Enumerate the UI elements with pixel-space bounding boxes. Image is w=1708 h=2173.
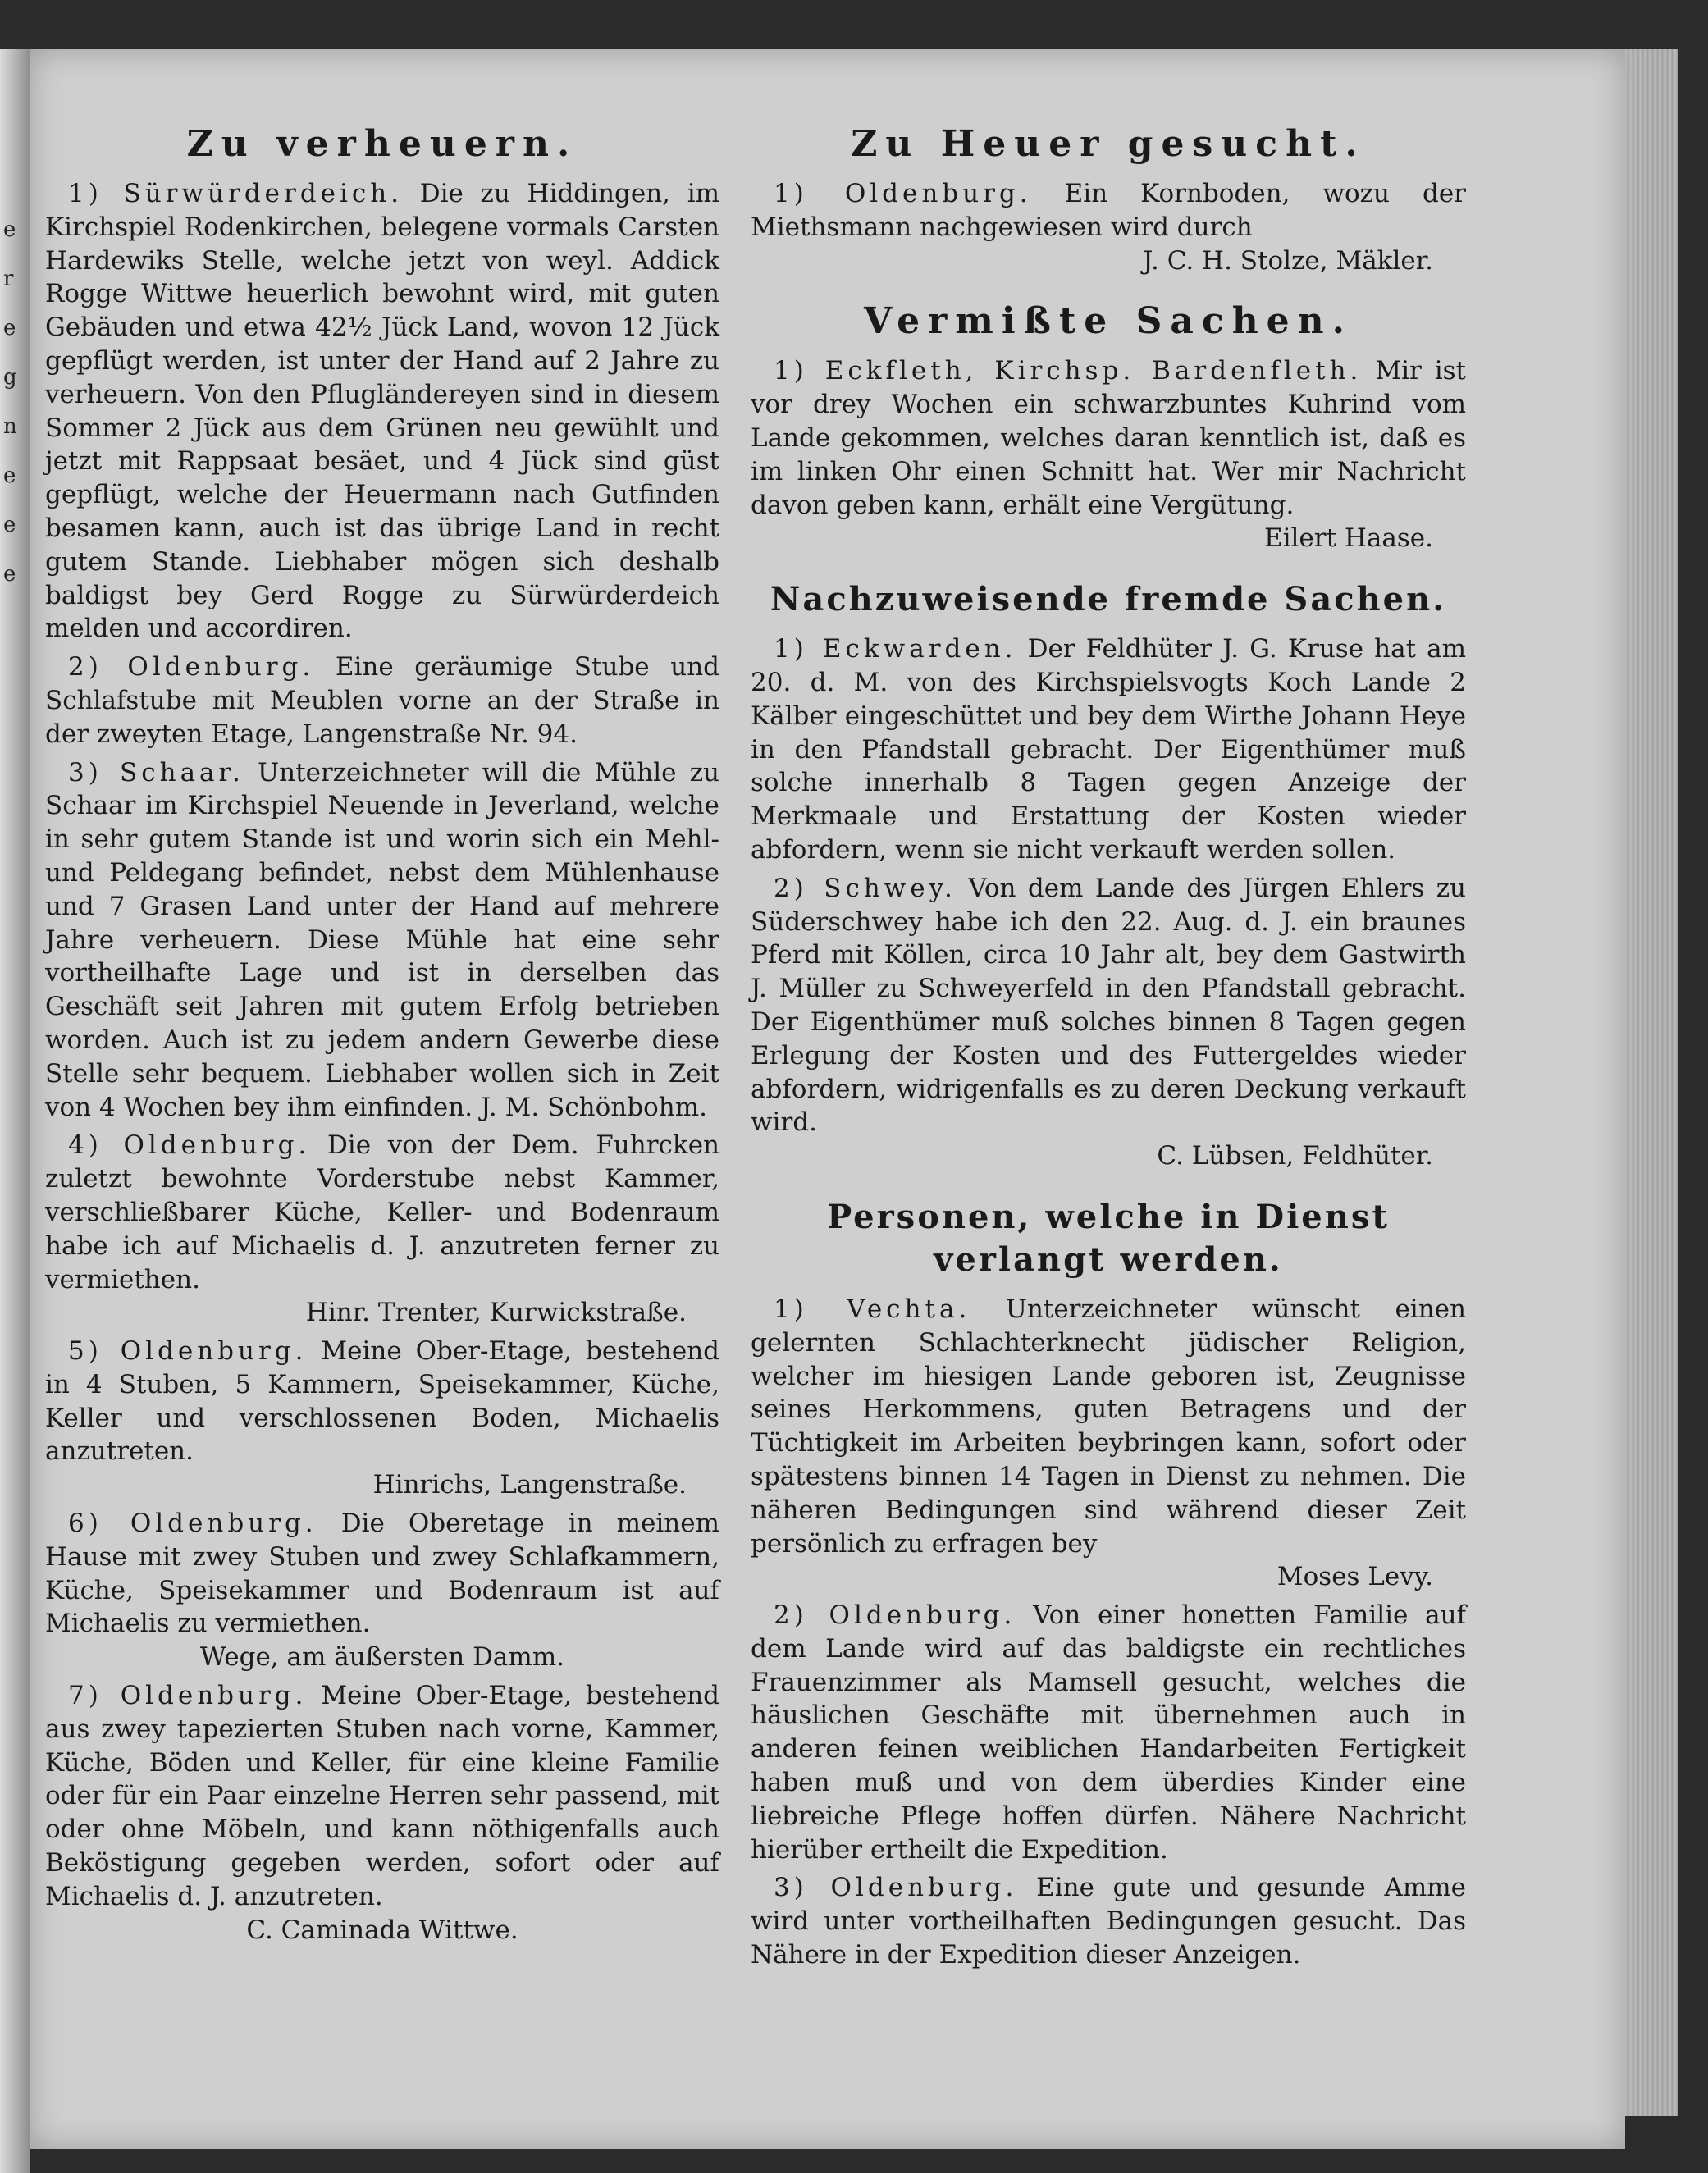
ad-entry [45, 651, 719, 751]
ad-entry [45, 756, 719, 1125]
entry-signature: Wege, am äußersten Damm. [199, 1642, 565, 1673]
entry-text: Meine Ober-Etage, bestehend in 4 Stuben, 5 Kammern, Speisekammer, Küche, Keller und verschlossenen Boden, Michaelis anzutreten. [45, 1336, 720, 1467]
ad-entry [45, 1129, 719, 1330]
entry-label: 4) Oldenburg. [68, 1130, 311, 1161]
ad-entry [751, 1293, 1466, 1594]
section-heading-vermisste-sachen: Vermißte Sachen. [864, 300, 1353, 343]
gutter-letter: e [3, 316, 16, 340]
gutter-letter: e [3, 562, 16, 587]
entry-label: 1) Sürwürderdeich. [68, 179, 404, 208]
entry-label: 6) Oldenburg. [68, 1509, 317, 1539]
entry-label: 1) Eckwarden. [774, 634, 1017, 664]
entry-text: Die zu Hiddingen, im Kirchspiel Rodenkirchen, belegene vormals Carsten Hardewiks Stelle, welche jetzt von weyl. Addick Rogge Wittwe heuerlich bewohnt wird, mit guten Gebäuden und etwa 42½ Jück Land, wovon 12 Jück gepflügt werden, ist unter der Hand auf 2 Jahre zu verheuern. Von den Pflugländereyen sind in diesem Sommer 2 Jück aus dem Grünen neu gewühlt und jetzt mit Rappsaat besäet, und 4 Jück sind güst gepflügt, welche der Heuermann nach Gutfinden besamen kann, auch ist das übrige Land in recht gutem Stande. Liebhaber mögen sich deshalb baldigst bey Gerd Rogge zu Sürwürderdeich melden und accordiren. [45, 179, 720, 644]
ad-entry [45, 1335, 719, 1502]
right-column [751, 123, 1466, 1977]
entry-label: 2) Oldenburg. [774, 1600, 1016, 1631]
ad-entry [45, 177, 719, 646]
gutter-letter: e [3, 463, 16, 488]
entry-text: Unterzeichneter will die Mühle zu Schaar im Kirchspiel Neuende in Jeverland, welche in sehr gutem Stande ist und worin sich ein Mehl- und Peldegang befindet, nebst dem Mühlenhause und 7 Grasen Land unter der Hand auf mehrere Jahre verheuern. Diese Mühle hat eine sehr vortheilhafte Lage und ist in derselben das Geschäft seit Jahren mit gutem Erfolg betrieben worden. Auch ist zu jedem andern Gewerbe diese Stelle sehr bequem. Liebhaber wollen sich in Zeit von 4 Wochen bey ihm einfinden. J. M. Schönbohm. [45, 757, 719, 1122]
entry-signature: Hinr. Trenter, Kurwickstraße. [305, 1298, 687, 1328]
entry-text: Meine Ober-Etage, bestehend aus zwey tapezierten Stuben nach vorne, Kammer, Küche, Böden und Keller, für eine kleine Familie oder für ein Paar einzelne Herren sehr passend, mit oder ohne Möbeln, und kann nöthigenfalls auch Beköstigung gegeben werden, sofort oder auf Michaelis d. J. anzutreten. [45, 1681, 720, 1911]
entry-signature: Hinrichs, Langenstraße. [372, 1470, 687, 1500]
entry-label: 2) Schwey. [774, 873, 957, 903]
ad-entry [751, 1871, 1466, 1971]
ad-entry [751, 632, 1466, 867]
gutter-letter: n [3, 414, 17, 439]
ad-entry [751, 1599, 1466, 1866]
entry-text: Der Feldhüter J. G. Kruse hat am 20. d. M. von des Kirchspielsvogts Koch Lande 2 Kälber eingeschüttet und bey dem Wirthe Johann Heye in den Pfandstall gebracht. Der Eigenthümer muß solche innerhalb 8 Tagen gegen Anzeige der Merkmaale und Erstattung der Kosten wieder abfordern, wenn sie nicht verkauft werden sollen. [751, 634, 1467, 865]
entry-signature: C. Lübsen, Feldhüter. [1157, 1141, 1433, 1171]
book-gutter [0, 49, 30, 2173]
entry-label: 1) Eckfleth, Kirchsp. Bardenfleth. [774, 356, 1363, 386]
section-heading-personen-dienst: Personen, welche in Dienst verlangt werden. [827, 1197, 1390, 1279]
entry-text: Eine geräumige Stube und Schlafstube mit Meublen vorne an der Straße in der zweyten Etage, Langenstraße Nr. 94. [45, 652, 720, 749]
entry-text: Die von der Dem. Fuhrcken zuletzt bewohnte Vorderstube nebst Kammer, verschließbarer Küche, Keller- und Bodenraum habe ich auf Michaelis d. J. anzutreten ferner zu vermiethen. [45, 1130, 719, 1294]
gutter-letter: r [3, 267, 14, 291]
entry-label: 3) Schaar. [68, 757, 244, 787]
ad-entry [751, 177, 1466, 277]
entry-label: 5) Oldenburg. [68, 1336, 308, 1367]
entry-label: 2) Oldenburg. [68, 652, 315, 682]
entry-signature: Eilert Haase. [1263, 523, 1433, 554]
ad-entry [751, 872, 1466, 1173]
gutter-letters [3, 205, 26, 599]
gutter-letter: e [3, 513, 16, 537]
entry-label: 1) Oldenburg. [774, 179, 1032, 208]
entry-text: Die Oberetage in meinem Hause mit zwey Stuben und zwey Schlafkammern, Küche, Speisekammer und Bodenraum ist auf Michaelis zu vermiethen. [45, 1509, 720, 1639]
gutter-letter: g [3, 365, 17, 390]
entry-signature: Moses Levy. [1276, 1562, 1433, 1592]
entry-text: Von einer honetten Familie auf dem Lande wird auf das baldigste ein rechtliches Frauenzimmer als Mamsell gesucht, welches die häuslichen Geschäfte mit übernehmen auch in anderen feinen weiblichen Handarbeiten Fertigkeit haben muß und von dem überdies Kinder eine liebreiche Pflege hoffen dürfen. Nähere Nachricht hierüber ertheilt die Expedition. [751, 1600, 1467, 1865]
left-column [45, 123, 719, 1952]
ad-entry [45, 1507, 719, 1674]
entry-label: 1) Vechta. [774, 1294, 971, 1324]
entry-signature: J. C. H. Stolze, Mäkler. [1143, 245, 1433, 276]
entry-text: Eine gute und gesunde Amme wird unter vortheilhaften Bedingungen gesucht. Das Nähere in der Expedition dieser Anzeigen. [751, 1873, 1466, 1970]
entry-label: 7) Oldenburg. [68, 1681, 308, 1711]
section-heading-zu-verheuern: Zu verheuern. [186, 123, 578, 165]
section-heading-nachzuweisende-fremde-sachen: Nachzuweisende fremde Sachen. [770, 580, 1447, 619]
entry-text: Von dem Lande des Jürgen Ehlers zu Süderschwey habe ich den 22. Aug. d. J. ein braunes Pferd mit Köllen, circa 10 Jahr alt, bey dem Gastwirth J. Müller zu Schweyerfeld in den Pfandstall gebracht. Der Eigenthümer muß solches binnen 8 Tagen gegen Erlegung der Kosten und des Futtergeldes wieder abfordern, widrigenfalls es zu deren Deckung verkauft wird. [751, 873, 1466, 1138]
ad-entry [45, 1679, 719, 1947]
section-heading-zu-heuer-gesucht: Zu Heuer gesucht. [851, 123, 1366, 165]
ad-entry [751, 354, 1466, 555]
gutter-letter: e [3, 217, 16, 242]
entry-text: Unterzeichneter wünscht einen gelernten Schlachterknecht jüdischer Religion, welcher im hiesigen Lande geboren ist, Zeugnisse seines Herkommens, guten Betragens und der Tüchtigkeit im Arbeiten beybringen kann, sofort oder spätestens binnen 14 Tagen in Dienst zu nehmen. Die näheren Bedingungen sind während dieser Zeit persönlich zu erfragen bey [751, 1294, 1466, 1559]
entry-signature: C. Caminada Wittwe. [246, 1915, 518, 1945]
entry-text: Mir ist vor drey Wochen ein schwarzbuntes Kuhrind vom Lande gekommen, welches daran kenntlich ist, daß es im linken Ohr einen Schnitt hat. Wer mir Nachricht davon geben kann, erhält eine Vergütung. [751, 356, 1466, 520]
entry-text: Ein Kornboden, wozu der Miethsmann nachgewiesen wird durch [751, 179, 1466, 242]
entry-label: 3) Oldenburg. [774, 1873, 1018, 1903]
